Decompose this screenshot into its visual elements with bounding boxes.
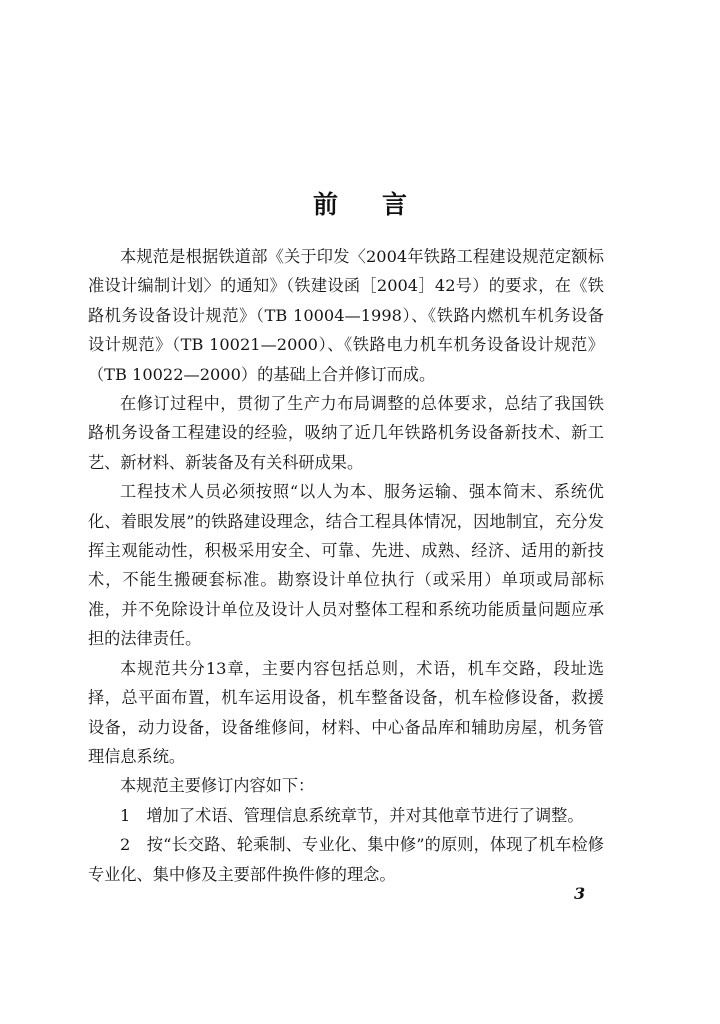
revision-item-2: 2 按“长交路、轮乘制、专业化、集中修”的原则，体现了机车检修专业化、集中修及主要部件换件修的理念。 xyxy=(88,835,604,884)
paragraph-engineering-principles: 工程技术人员必须按照“以人为本、服务运输、强本简末、系统优化、着眼发展”的铁路建设理念，结合工程具体情况，因地制宜，充分发挥主观能动性，积极采用安全、可靠、先进、成熟、经济、适用的新技术，不能生搬硬套标准。勘察设计单位执行（或采用）单项或局部标准，并不免除设计单位及设计人员对整体工程和系统功能质量问题应承担的法律责任。 xyxy=(88,482,604,649)
revision-item-1: 1 增加了术语、管理信息系统章节，并对其他章节进行了调整。 xyxy=(120,805,584,825)
paragraph-main-revisions-intro: 本规范主要修订内容如下： xyxy=(120,776,315,796)
page-title: 前言 xyxy=(312,190,451,219)
page-number: 3 xyxy=(574,884,586,903)
paragraph-chapters-summary: 本规范共分13章，主要内容包括总则，术语，机车交路，段址选择，总平面布置，机车运用设备，机车整备设备，机车检修设备，救援设备，动力设备，设备维修间，材料、中心备品库和辅助房屋，机务管理信息系统。 xyxy=(88,658,604,766)
paragraph-basis: 本规范是根据铁道部《关于印发〈2004年铁路工程建设规范定额标准设计编制计划〉的通知》（铁建设函［2004］42号）的要求，在《铁路机务设备设计规范》（TB 10004—1998）、《铁路内燃机车机务设备设计规范》（TB 10021—2000）、《铁路电力机车机务设备设计规范》（TB 10022—2000）的基础上合并修订而成。 xyxy=(88,247,604,384)
paragraph-revision-process: 在修订过程中，贯彻了生产力布局调整的总体要求，总结了我国铁路机务设备工程建设的经验，吸纳了近几年铁路机务设备新技术、新工艺、新材料、新装备及有关科研成果。 xyxy=(88,394,604,472)
preface-body xyxy=(88,242,604,889)
